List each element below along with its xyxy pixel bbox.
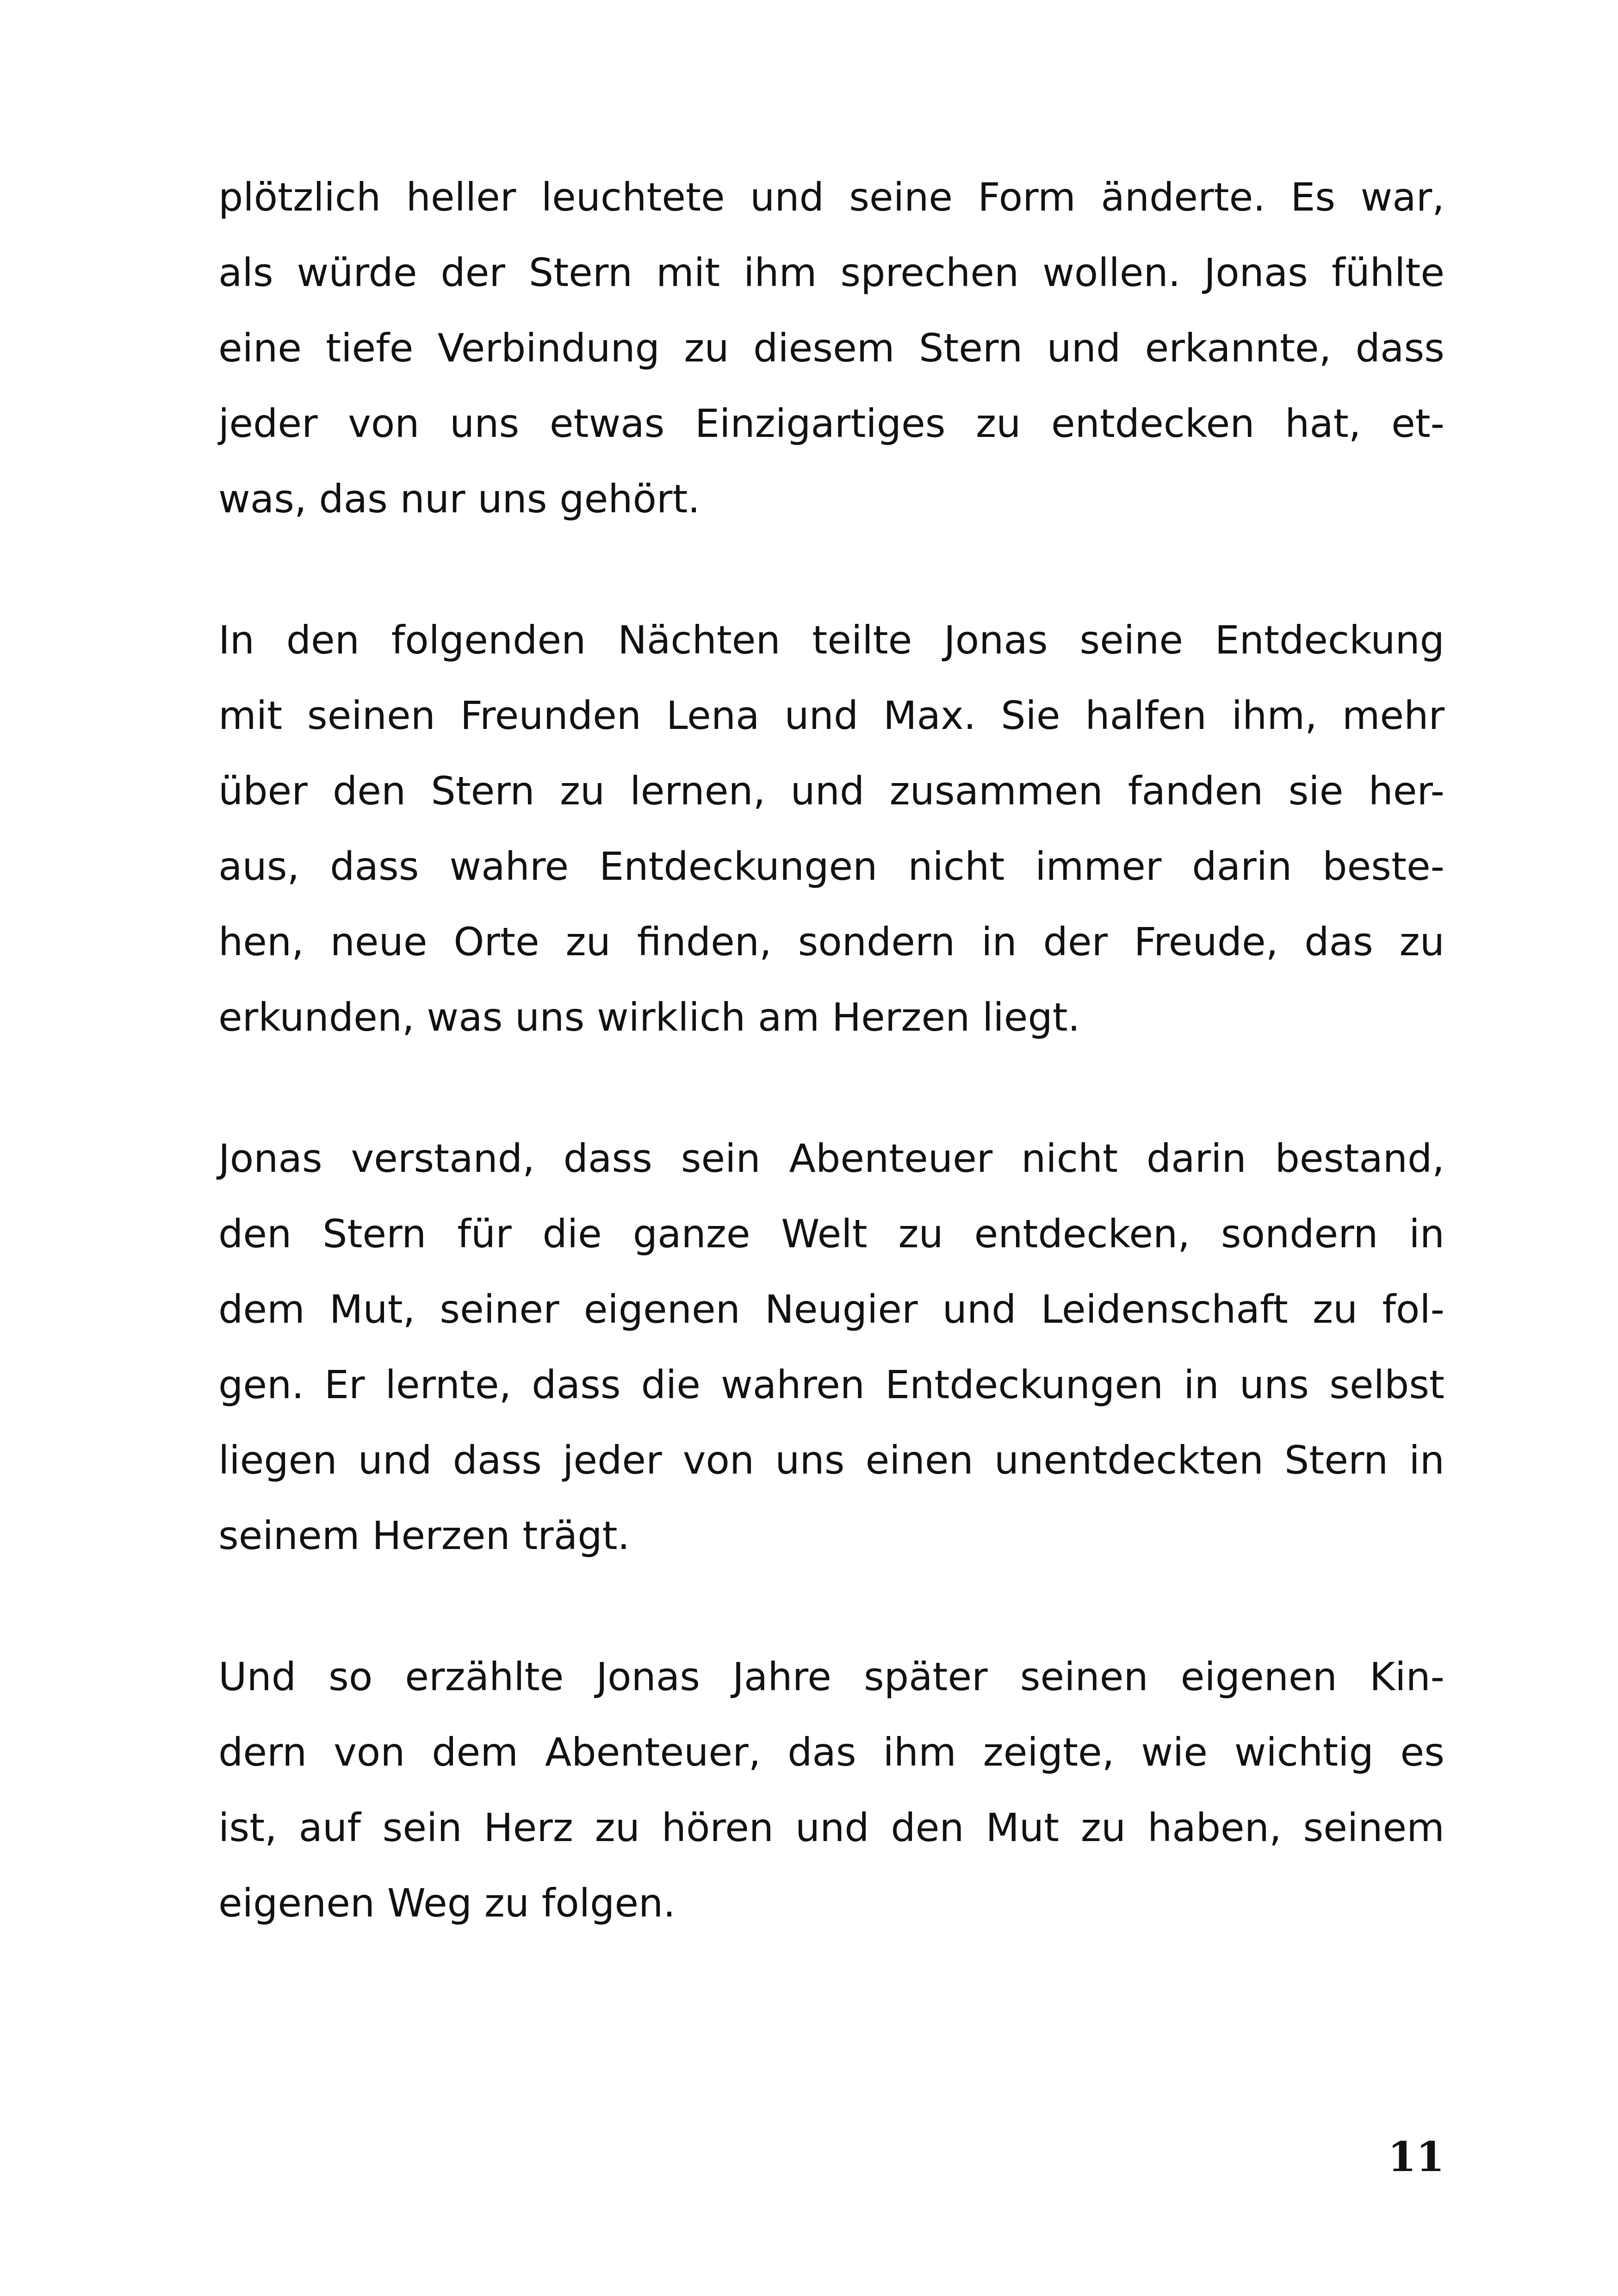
paragraph-4 <box>218 1639 1444 1941</box>
text-line: hen, neue Orte zu finden, sondern in der Freude, das zu <box>218 919 1444 964</box>
text-line: liegen und dass jeder von uns einen unentdeckten Stern in <box>218 1437 1444 1483</box>
text-line: eigenen Weg zu folgen. <box>218 1880 676 1926</box>
text-line: eine tiefe Verbindung zu diesem Stern und erkannte, dass <box>218 325 1444 371</box>
text-line: In den folgenden Nächten teilte Jonas seine Entdeckung <box>218 617 1444 663</box>
text-line: erkunden, was uns wirklich am Herzen liegt. <box>218 995 1080 1040</box>
text-line: aus, dass wahre Entdeckungen nicht immer darin beste- <box>218 844 1444 889</box>
page-number: 11 <box>1388 2133 1444 2181</box>
text-line: was, das nur uns gehört. <box>218 476 701 522</box>
text-line: dem Mut, seiner eigenen Neugier und Leidenschaft zu fol- <box>218 1287 1444 1332</box>
text-line: Jonas verstand, dass sein Abenteuer nicht darin bestand, <box>218 1136 1444 1181</box>
text-line: gen. Er lernte, dass die wahren Entdeckungen in uns selbst <box>218 1362 1444 1407</box>
text-line: den Stern für die ganze Welt zu entdecken, sondern in <box>218 1211 1444 1257</box>
text-line: dern von dem Abenteuer, das ihm zeigte, wie wichtig es <box>218 1730 1444 1775</box>
text-line: über den Stern zu lernen, und zusammen fanden sie her- <box>218 768 1444 814</box>
text-line: ist, auf sein Herz zu hören und den Mut zu haben, seinem <box>218 1805 1444 1850</box>
text-line: mit seinen Freunden Lena und Max. Sie halfen ihm, mehr <box>218 693 1444 738</box>
text-line: Und so erzählte Jonas Jahre später seinen eigenen Kin- <box>218 1654 1444 1699</box>
text-line: als würde der Stern mit ihm sprechen wollen. Jonas fühlte <box>218 250 1444 295</box>
text-line: jeder von uns etwas Einzigartiges zu entdecken hat, et- <box>218 401 1444 446</box>
text-line: plötzlich heller leuchtete und seine Form änderte. Es war, <box>218 174 1444 220</box>
paragraph-3 <box>218 1121 1444 1574</box>
paragraph-1 <box>218 160 1444 537</box>
paragraph-2 <box>218 603 1444 1055</box>
text-line: seinem Herzen trägt. <box>218 1513 630 1558</box>
body-text <box>218 160 1444 1941</box>
